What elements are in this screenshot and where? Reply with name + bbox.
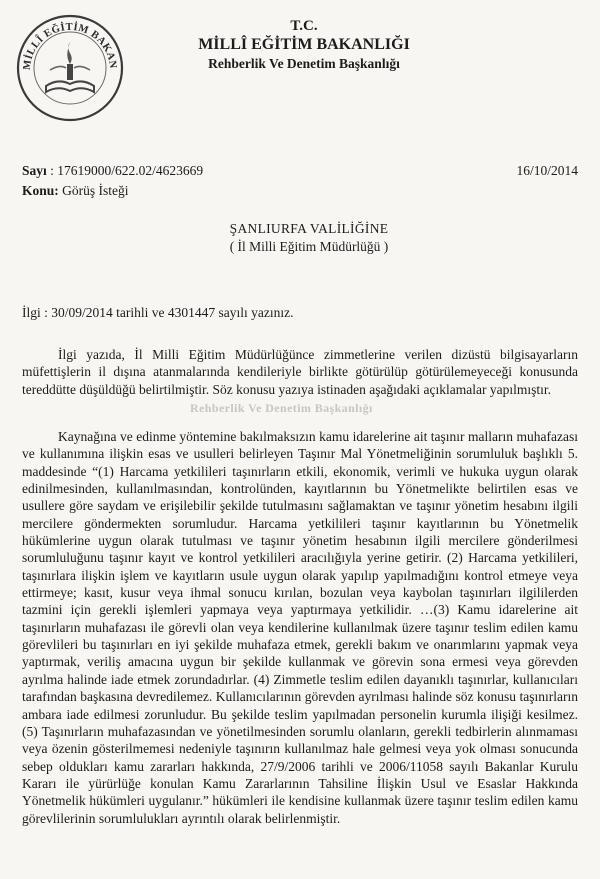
konu-value: Görüş İsteği — [62, 183, 129, 198]
document-date: 16/10/2014 — [516, 163, 578, 178]
sayi-value: : 17619000/622.02/4623669 — [50, 163, 204, 178]
subject-row — [22, 183, 129, 199]
addressee-line-2: ( İl Milli Eğitim Müdürlüğü ) — [229, 239, 389, 254]
reference-row — [22, 163, 578, 179]
konu-label: Konu: — [22, 183, 59, 198]
header-department: Rehberlik Ve Denetim Başkanlığı — [208, 56, 400, 71]
svg-text:T.C. MİLLÎ EĞİTİM BAKANLIĞI: MİLLÎ EĞİTİM BAKAN — [21, 21, 119, 71]
addressee-line-1: ŞANLIURFA VALİLİĞİNE — [229, 221, 389, 236]
body-paragraph-1: İlgi yazıda, İl Milli Eğitim Müdürlüğünce zimmetlerine verilen dizüstü bilgisayarların müfettişlerin il dışına atanmalarında kendileriyle birlikte götürülüp götürülemeyeceği konusunda tereddütte düşüldüğü belirtilmiştir. Söz konusu yazıya istinaden aşağıdaki açıklamalar yapılmıştır. — [22, 347, 578, 397]
body-paragraph-2: Kaynağına ve edinme yöntemine bakılmaksızın kamu idarelerine ait taşınır malların muhafazası ve kullanımına ilişkin esas ve usulleri belirleyen Taşınır Mal Yönetmeliğinin sorumluluk başlıklı 5. maddesinde “(1) Harcama yetkilileri taşınırların etkili, ekonomik, verimli ve hukuka uygun olarak edinilmesinden, kullanılmasından, kontrolünden, kayıtlarının bu Yönetmelikte belirtilen esas ve usullere göre saydam ve erişilebilir şekilde tutulmasını sağlamaktan ve taşınır yönetim hesabını ilgili mercilere göndermekten sorumludur. Harcama yetkilileri taşınır kayıtlarının bu Yönetmelik hükümlerine uygun olarak tutulması ve taşınır yönetim hesabının ilgili mercilere gönderilmesi sorumluluğunu taşınır kayıt ve kontrol yetkilileri aracılığıyla yerine getirir. (2) Harcama yetkilileri, taşınırlara ilişkin işlem ve kayıtların usule uygun olarak yapılıp yapılmadığını kontrol etmeye veya ettirmeye; kasıt, kusur veya ihmal sonucu kırılan, bozulan veya kaybolan taşınırları ilgililerden tazmini için gerekli işlemleri yapmaya veya yaptırmaya yetkilidir. …(3) Kamu idarelerine ait taşınırların muhafazası ile görevli olan veya kendilerine kullanılmak üzere taşınır teslim edilen kamu görevlileri bu taşınırları en iyi şekilde muhafaza etmek, gerekli bakım ve onarımlarını yapmak veya yaptırmak, veriliş amacına uygun bir şekilde kullanmak ve görevin sona ermesi veya görevden ayrılma halinde iade etmek zorundadırlar. (4) Zimmetle teslim edilen dayanıklı taşınırlar, kullanıcıları tarafından başkasına devredilemez. Kullanıcılarının görevden ayrılması halinde söz konusu taşınırların ambara iade edilmesi zorunludur. Bu şekilde teslim yapılmadan personelin kurumla ilişiği kesilmez. (5) Taşınırların muhafazasından ve yönetilmesinden sorumlu olanların, gerekli tedbirlerin alınmaması veya özenin gösterilmemesi nedeniyle taşınırın kullanılmaz hale gelmesi veya yok olması sonucunda sebep oldukları kamu zararları hakkında, 27/9/2006 tarihli ve 2006/11058 sayılı Bakanlar Kurulu Kararı ile yürürlüğe konulan Kamu Zararlarının Tahsiline İlişkin Usul ve Esaslar Hakkında Yönetmelik hükümleri uygulanır.” hükümleri ile kendisine kullanmak üzere taşınır teslim edilen kamu görevlilerinin sorumlulukları ayrıntılı olarak belirlenmiştir. — [22, 429, 578, 826]
reference-ilgi: İlgi : 30/09/2014 tarihli ve 4301447 sayılı yazınız. — [22, 305, 294, 320]
sayi-label: Sayı — [22, 163, 47, 178]
header-tc: T.C. — [290, 18, 318, 34]
ghost-stamp: Rehberlik Ve Denetim Başkanlığı — [190, 401, 373, 415]
header-ministry: MİLLÎ EĞİTİM BAKANLIĞI — [198, 36, 410, 53]
